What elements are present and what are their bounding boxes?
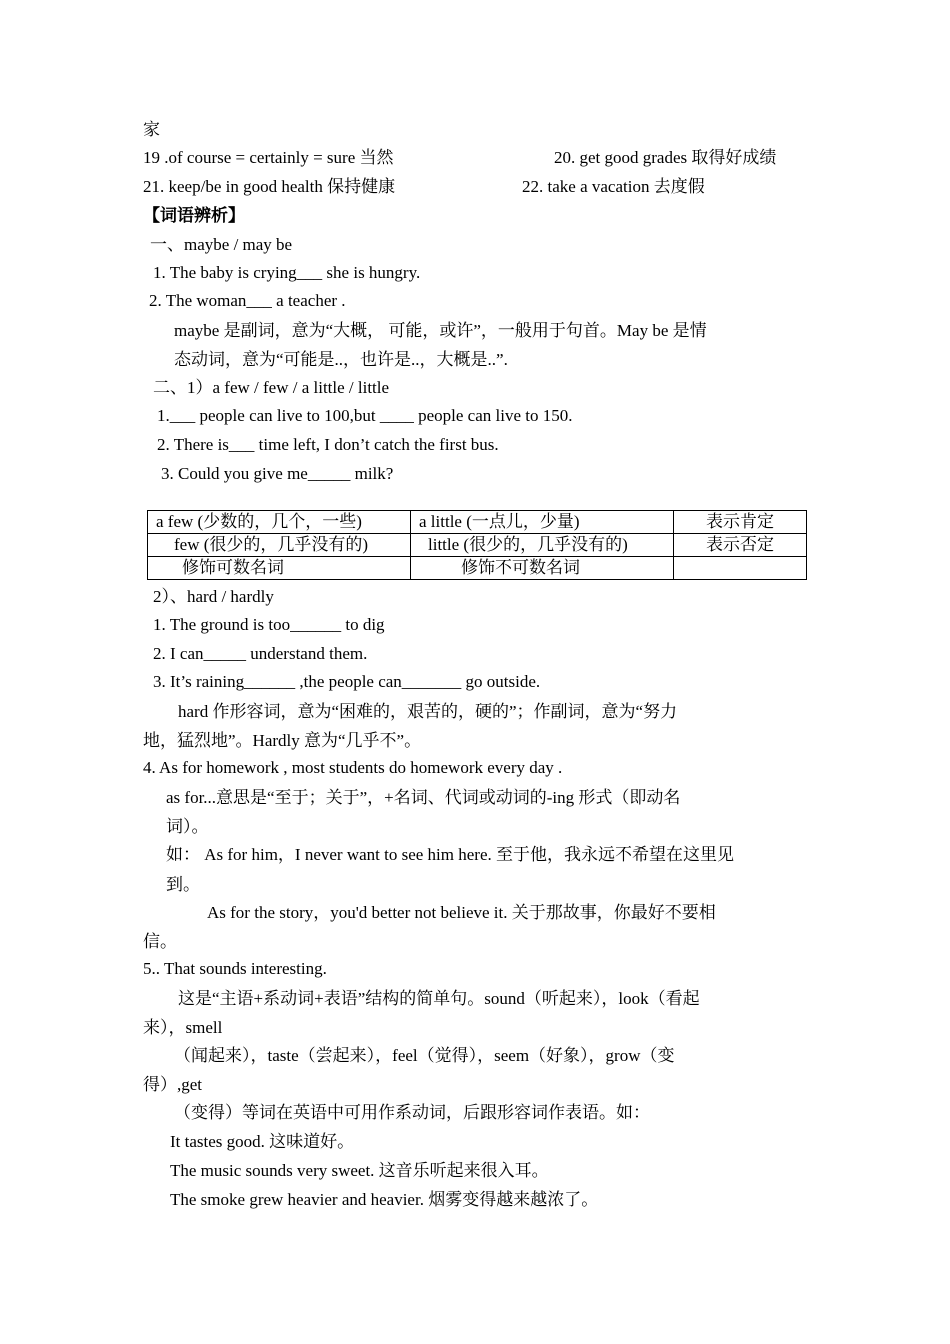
subsection-title: 一、maybe / may be bbox=[150, 235, 293, 254]
exercise-question: 2. I can_____ understand them. bbox=[153, 644, 368, 663]
exercise-question: 3. Could you give me_____ milk? bbox=[161, 464, 394, 483]
subsection-title: 5.. That sounds interesting. bbox=[143, 959, 327, 978]
section-title: 【词语辨析】 bbox=[143, 206, 245, 225]
exercise-question: 1.___ people can live to 100,but ____ people can live to 150. bbox=[157, 406, 573, 425]
explanation-line: hard 作形容词，意为“困难的，艰苦的，硬的”；作副词，意为“努力 bbox=[178, 702, 678, 721]
example-sentence: It tastes good. 这味道好。 bbox=[170, 1132, 355, 1151]
exercise-question: 3. It’s raining______ ,the people can_______ go outside. bbox=[153, 672, 541, 691]
example-sentence: 如： As for him，I never want to see him here. 至于他，我永远不希望在这里见 bbox=[166, 845, 734, 864]
example-sentence: 到。 bbox=[166, 875, 200, 894]
explanation-line: 地，猛烈地”。Hardly 意为“几乎不”。 bbox=[143, 731, 422, 750]
exercise-question: 2. There is___ time left, I don’t catch the first bus. bbox=[157, 435, 499, 454]
table-cell: a little (一点儿，少量) bbox=[411, 511, 674, 534]
explanation-line: （变得）等词在英语中可用作系动词，后跟形容词作表语。如： bbox=[174, 1103, 650, 1122]
explanation-line: 这是“主语+系动词+表语”结构的简单句。sound（听起来），look（看起 bbox=[178, 989, 700, 1008]
table-cell: a few (少数的，几个，一些) bbox=[148, 511, 411, 534]
explanation-line: 词）。 bbox=[166, 817, 209, 836]
table-cell: 修饰可数名词 bbox=[148, 557, 411, 580]
exercise-question: 1. The baby is crying___ she is hungry. bbox=[153, 263, 421, 282]
phrase-20: 20. get good grades 取得好成绩 bbox=[554, 148, 777, 167]
table-cell: 修饰不可数名词 bbox=[411, 557, 674, 580]
phrase-19: 19 .of course = certainly = sure 当然 bbox=[143, 148, 394, 167]
exercise-question: 1. The ground is too______ to dig bbox=[153, 615, 385, 634]
subsection-title: 4. As for homework , most students do homework every day . bbox=[143, 758, 563, 777]
example-sentence: The music sounds very sweet. 这音乐听起来很入耳。 bbox=[170, 1161, 549, 1180]
table-cell: few (很少的，几乎没有的) bbox=[148, 534, 411, 557]
table-cell: 表示肯定 bbox=[674, 511, 807, 534]
phrase-21: 21. keep/be in good health 保持健康 bbox=[143, 177, 396, 196]
table-cell: 表示否定 bbox=[674, 534, 807, 557]
subsection-title: 二、1）a few / few / a little / little bbox=[153, 378, 390, 397]
exercise-question: 2. The woman___ a teacher . bbox=[149, 291, 346, 310]
comparison-table bbox=[147, 510, 807, 580]
table-row bbox=[148, 511, 807, 534]
explanation-line: 态动词，意为“可能是..，也许是..，大概是..”. bbox=[174, 350, 508, 369]
table-row bbox=[148, 557, 807, 580]
table-cell bbox=[674, 557, 807, 580]
subsection-title: 2）、hard / hardly bbox=[153, 587, 274, 606]
table-cell: little (很少的，几乎没有的) bbox=[411, 534, 674, 557]
explanation-line: 得）,get bbox=[143, 1075, 203, 1094]
example-sentence: As for the story，you'd better not believe it. 关于那故事，你最好不要相 bbox=[207, 903, 716, 922]
example-sentence: 信。 bbox=[143, 932, 177, 951]
phrase-22: 22. take a vacation 去度假 bbox=[522, 177, 705, 196]
example-sentence: The smoke grew heavier and heavier. 烟雾变得越来越浓了。 bbox=[170, 1190, 599, 1209]
table-row bbox=[148, 534, 807, 557]
explanation-line: （闻起来），taste（尝起来），feel（觉得），seem（好象），grow（变 bbox=[174, 1046, 675, 1065]
explanation-line: 来），smell bbox=[143, 1018, 223, 1037]
text-line: 家 bbox=[143, 120, 160, 139]
explanation-line: as for...意思是“至于；关于”，+名词、代词或动词的-ing 形式（即动名 bbox=[166, 788, 681, 807]
explanation-line: maybe 是副词，意为“大概， 可能，或许”，一般用于句首。May be 是情 bbox=[174, 321, 707, 340]
